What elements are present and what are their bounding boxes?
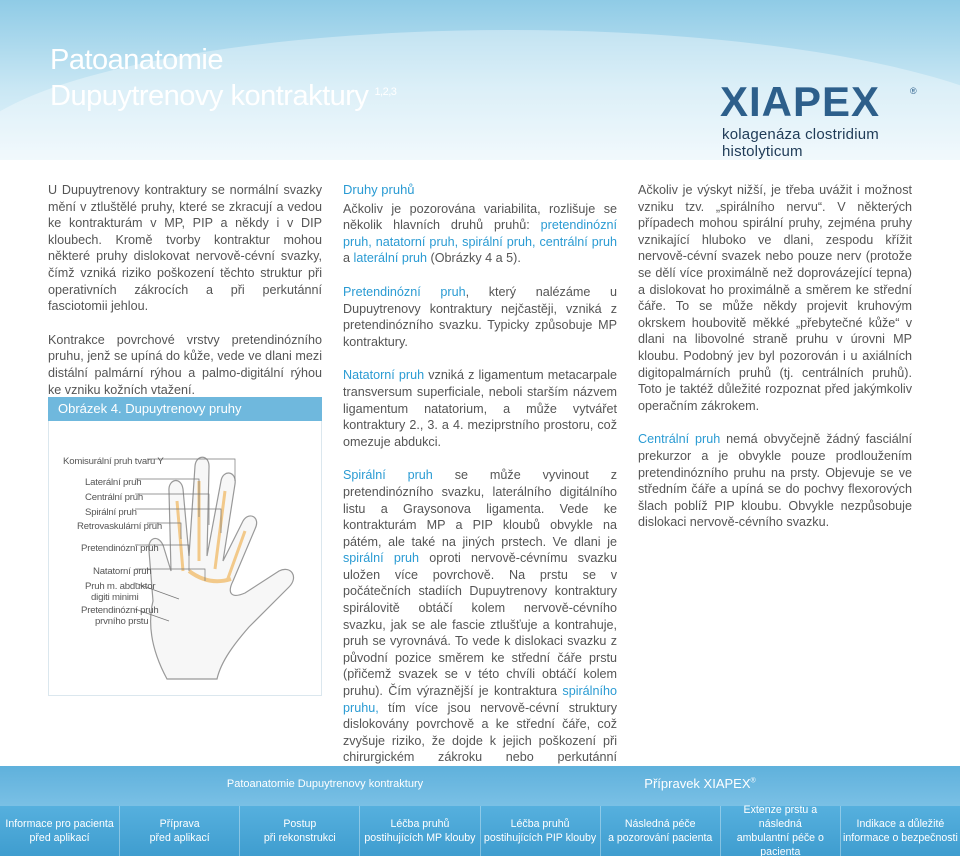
brand-tagline: kolagenáza clostridium histolyticum: [722, 126, 879, 160]
central-cord-paragraph: Centrální pruh nemá obvyčejně žádný fasciální prekurzor a je obvykle pouze prodloužením pretendinózního pruhu na prsty. Objevuje se ve středním čáře a upíná se do pochvy flexorových šlach poblíž PIP kloubu. Obvykle nezpůsobuje dislokaci nervově-cévního svazku.: [638, 432, 913, 530]
page-title-line1: Patoanatomie: [50, 44, 223, 76]
contraction-paragraph: Kontrakce povrchové vrstvy pretendinózního pruhu, jenž se upíná do kůže, vede ve dlani mezi distální palmární rýhou a palmo-digitální rýhou ke vzniku kožních vtažení.: [48, 332, 322, 397]
pretendinous-paragraph: Pretendinózní pruh, který nalézáme u Dupuytrenovy kontraktury nejčastěji, vzniká z pretendinózního svazku. Typicky způsobuje MP kontraktury.: [343, 284, 617, 349]
hand-outline: [149, 457, 294, 679]
intro-paragraph: U Dupuytrenovy kontraktury se normální svazky mění v ztluštělé pruhy, které se zkracují a vedou ke kontrakturám v MP, PIP a někdy i v DIP kloubech. Kromě tvorby kontraktur mohou některé pruhy dislokovat nervově-cévní svazky, čímž vzniká riziko poškození těchto struktur při operativních zákrocích a při perkutánní fasciotomii jehlou.: [48, 183, 322, 314]
xiapex-logo: [720, 82, 920, 122]
cord-types-heading: Druhy pruhů: [343, 182, 415, 197]
column-right: [638, 182, 912, 548]
page-header: [0, 0, 960, 160]
label-thumb-pretendinous-1: Pretendinózní pruh: [81, 605, 159, 616]
cord-types-intro: Ačkoliv je pozorována variabilita, rozlišuje se několik hlavních druhů pruhů: pretendinózní pruh, natatorní pruh, spirální pruh, centrální pruh a laterální pruh (Obrázky 4 a 5).: [343, 201, 617, 266]
column-left: [48, 182, 322, 415]
label-natatory-cord: Natatorní pruh: [93, 566, 152, 577]
figure-title: Obrázek 4. Dupuytrenovy pruhy: [48, 397, 322, 421]
nav-indications-safety[interactable]: Indikace a důležité informace o bezpečnosti: [841, 806, 960, 856]
footer-band: [0, 766, 960, 806]
label-central-cord: Centrální pruh: [85, 492, 143, 503]
nav-patient-info[interactable]: Informace pro pacienta před aplikací: [0, 806, 120, 856]
page-title-line2: Dupuytrenovy kontraktury $^{1,2,3}$: [50, 80, 397, 112]
figure-hand-diagram: [48, 421, 322, 696]
label-abductor-cord-2: digiti minimi: [91, 592, 139, 603]
nav-reconstitution[interactable]: Postup při rekonstrukci: [240, 806, 360, 856]
label-thumb-pretendinous-2: prvního prstu: [95, 616, 149, 627]
spiral-paragraph: Spirální pruh se může vyvinout z pretendinózního svazku, laterálního digitálního listu a Graysonova ligamenta. Vede ke kontrakturám MP a PIP kloubů obvykle na pátém, ale také na jiných prstech. Ve dlani je spirální pruh oproti nervově-cévnímu svazku uložen více povrchově. Na prstu se v počátečních stadiích Dupuytrenovy kontraktury spirálovitě obtáčí kolem nervově-cévního svazku, jak se ale fascie ztlušťuje a kontrahuje, pruh se vyrovnává. To vede k dislokaci svazku z původní pozice směrem ke střední čáře prstu (přičemž svazek se v této chvíli obtáčí kolem pruhu). Čím výraznější je kontraktura spirálního pruhu, tím více jsou nervově-cévní struktury dislokovány povrchově a ke střední čáře, což zvyšuje riziko, že dojde k jejich poškození při chirurgickém zákroku nebo perkutánní: [343, 468, 618, 765]
label-retrovascular-cord: Retrovaskulární pruh: [77, 521, 163, 532]
title-references: 1,2,3: [374, 86, 397, 98]
nav-finger-extension[interactable]: Extenze prstu a následná ambulantní péče o pacienta: [721, 806, 841, 856]
footer-current-section: Patoanatomie Dupuytrenovy kontraktury: [226, 778, 424, 790]
nav-preparation[interactable]: Příprava před aplikací: [120, 806, 240, 856]
label-pretendinous-cord: Pretendinózní pruh: [81, 543, 159, 554]
brand-registered: ®: [910, 86, 917, 96]
label-commissural-cord: Komisurální pruh tvaru Y: [63, 456, 164, 467]
label-lateral-cord: Laterální pruh: [85, 477, 142, 488]
footer-product: Přípravek XIAPEX®: [644, 776, 756, 791]
brand-wordmark: XIAPEX: [720, 82, 881, 122]
nav-follow-up[interactable]: Následná péče a pozorování pacienta: [601, 806, 721, 856]
column-middle: [343, 182, 617, 800]
nav-pip-treatment[interactable]: Léčba pruhů postihujících PIP klouby: [481, 806, 601, 856]
label-spiral-cord: Spirální pruh: [85, 507, 137, 518]
footer-nav: [0, 806, 960, 856]
label-abductor-cord-1: Pruh m. abduktor: [85, 581, 156, 592]
nav-mp-treatment[interactable]: Léčba pruhů postihujících MP klouby: [360, 806, 480, 856]
natatory-paragraph: Natatorní pruh vzniká z ligamentum metacarpale transversum superficiale, neboli starším názvem ligamentum natatorium, a může vytvářet kontraktury 2., 3. a 4. meziprstního prostoru, což omezuje abdukci.: [343, 368, 618, 449]
spiral-nerve-paragraph: Ačkoliv je výskyt nižší, je třeba uvážit i možnost vzniku tzv. „spirálního nervu“. V některých případech mohou spirální pruhy, zejména pruhy vznikající hluboko ve dlani, zespodu křížit nervově-cévní svazek nebo pouze nerv (protože se dělí více proximálně než doprovázející tepna) a dislokovat ho proximálně a směrem ke střední čáře. To se může někdy projevit kruhovým okrskem houbovitě měkké „přebytečné kůže“ v dlani na libovolné straně pruhu v úrovni MP kloubu. Podobný jev byl pozorován i u axiálních digitopalmárních pruhů (tj. centrálních pruhů). Toto je taktéž důležité rozpoznat před jakýmkoliv operačním zákrokem.: [638, 183, 912, 413]
